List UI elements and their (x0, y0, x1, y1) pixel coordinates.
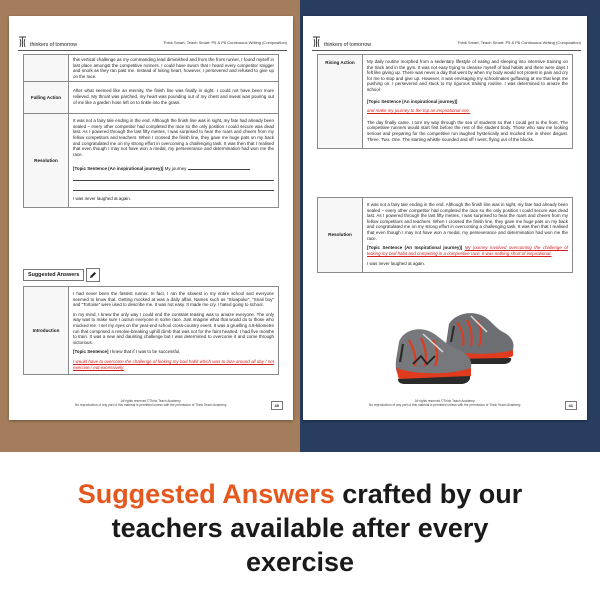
logo-icon (312, 36, 321, 48)
topic-prompt: My journey (164, 166, 187, 172)
page-footer (9, 399, 293, 407)
intro-paragraph-2: In my mind, I knew the only way I could end the constant teasing was to amaze everyone. The only way was to make sure I outrun everyone in some race. Just imagine what that would do to those who mocked me. I set my eyes on the year-end school cross-country event. It was a gruelling 4.8-kilometre run that comprised a resolve-breaking uphill climb that was not for the faint hearted. I had five months to train. It was a new and daunting challenge but I was determined to overcome it and come through victorious. (73, 311, 274, 345)
composition-table (23, 54, 279, 208)
promo-caption (0, 455, 600, 600)
intro-paragraph-1: I had never been the fastest runner. In fact, I ran the slowest in my entire school and everyone seemed to know that. Getting mocked at was a daily affair. Names such as “Slowpoke”, “Snail boy” and “Tortoise” were used to describe me. It was not easy. It made me cry. I hated going to school. (73, 291, 274, 308)
row-label: Rising Action (318, 55, 363, 148)
caption-line-3: exercise (245, 546, 355, 577)
topic-tag: [Topic Sentence] (73, 349, 109, 355)
closing-line: I was never laughed at again. (367, 261, 425, 267)
row-text (363, 55, 572, 148)
topic-tag: [Topic Sentence (An inspirational journey)] (367, 98, 458, 104)
row-label (24, 55, 69, 81)
page-number: 40 (271, 401, 283, 410)
logo-text: thinkers of tomorrow (324, 42, 371, 48)
suggested-answers-header (23, 268, 100, 282)
row-text: After what seemed like an eternity, the finish line was finally in sight. I could not have been more relieved. My throat was parched, my heart was pounding out of my chest and sweat was pouring out of me like a garden hose left on to tinkle into the grass. (73, 88, 274, 105)
composition-table (317, 54, 573, 149)
row-text (69, 114, 278, 206)
caption-highlight: Suggested Answers (77, 478, 335, 509)
row-text (69, 287, 278, 374)
topic-tag: [Topic Sentence (An inspirational journey)] (73, 166, 164, 172)
logo (18, 36, 77, 48)
caption-line-1-rest: crafted by our (334, 478, 523, 509)
row-label: Introduction (24, 287, 69, 374)
row-label: Resolution (24, 114, 69, 206)
page-footer (303, 399, 587, 407)
logo-icon (18, 36, 27, 48)
suggested-answer-text: My journey involved overcoming the challenge of kicking my bad habit and competing in a competitive race. It was nothing short of inspirational. (367, 245, 568, 256)
table-row (318, 55, 572, 148)
workbook-page-41 (303, 16, 587, 420)
answer-line[interactable] (73, 186, 274, 191)
page-title: Think Smart, Teach Smart: P5 & P6 Continuous Writing (Composition) (457, 40, 581, 45)
suggested-answer-table (23, 286, 279, 375)
reproduction-notice: No reproduction of any part of this material is permitted unless with the permission of Think Teach Academy. (74, 403, 227, 408)
table-row (24, 82, 278, 114)
running-shoes-image (391, 306, 517, 394)
logo (312, 36, 371, 48)
topic-text: I knew that if I was to be successful, (109, 349, 181, 355)
resolution-paragraph: It was not a fairy tale ending in the end. Although the finish line was in sight, my fate had already been sealed – every other competitor had completed the race so the only position I could secure was dead last. As I powered through the last fifty metres, I was surprised to hear the roars and cheers from my fellow competitors and teachers. When I crossed the finish line, they gave me huge pats on my back and congratulated me on my strong effort in overcoming a challenging task. It was then that I realised that even though I may not have won a medal, my perseverance and determination had won me the race. (367, 202, 568, 241)
rising-paragraph: My daily routine morphed from a sedentary lifestyle of eating and sleeping into intensive training on the track and in the gym. It was not easy trying to cleanse myself of bad habits and there were days I felt like giving up. There was never a day that went by when my body would not protest in pain and cry for me to stop and give up. However, it was envisaging my schoolmates guffawing at me that kept me pushing on. I persevered and stuck to my rigorous training routine. I was determined to amaze the school (367, 59, 568, 92)
row-label: Falling Action (24, 82, 69, 113)
workbook-page-40 (9, 16, 293, 420)
table-row (24, 287, 278, 374)
caption-line-1 (78, 477, 523, 511)
page-title: Think Smart, Teach Smart: P5 & P6 Continuous Writing (Composition) (163, 40, 287, 45)
reproduction-notice: No reproduction of any part of this material is permitted unless with the permission of Think Teach Academy. (368, 403, 521, 408)
answer-line[interactable] (73, 176, 274, 181)
closing-line: I was never laughed at again. (73, 195, 131, 201)
topic-tag: [Topic Sentence (An Inspirational journey)] (367, 245, 463, 251)
answer-line[interactable] (188, 165, 250, 170)
copyright-text: All rights reserved ©Think Teach Academy. (120, 399, 182, 403)
copyright-text: All rights reserved ©Think Teach Academy. (414, 399, 476, 403)
table-row (318, 198, 572, 272)
resolution-paragraph: It was not a fairy tale ending in the end. Although the finish line was in sight, my fate had already been sealed – every other competitor had completed the race so the only position I could secure was dead last. As I powered through the last fifty metres, I was surprised to hear the roars and cheers from my fellow competitors and teachers. When I crossed the finish line, they gave me huge pats on my back and congratulated me on my strong effort in overcoming a challenging task. It was then that I realised that even though I may not have won a medal, my perseverance and determination had won me the race. (73, 118, 274, 157)
suggested-answer-text: I would have to overcome the challenge of kicking my bad habit which was to laze around all day / not exercise / eat excessively. (73, 358, 274, 370)
resolution-table (317, 197, 573, 273)
page-header (312, 36, 581, 51)
row-text (363, 198, 572, 272)
rising-paragraph-2: The day finally came. I tore my way through the sea of students so that I could get to the front. The competitive runners would start first before the rest of the student body. Those who saw me looking serious and preparing for the competitive run laughed hysterically and mocked me in sheer disgust. Three. Two. One. The starting whistle sounded and off I went, flying out of the blocks. (367, 119, 568, 142)
table-row (24, 55, 278, 82)
page-header (18, 36, 287, 51)
caption-line-2: teachers available after every (111, 512, 489, 543)
row-text: this vertical challenge as my commanding lead diminished and from the front runner, I found myself in last place amongst the competitive runners. I could have sworn that I heard every competitor snigger and snork as they ran past me. Instead of losing heart, however, I persevered and refused to give up on the race. (73, 57, 274, 79)
suggested-answers-label: Suggested Answers (23, 269, 84, 281)
pencil-icon (86, 268, 100, 282)
suggested-answer-text: and make my journey to the top an inspirational one. (367, 108, 471, 114)
logo-text: thinkers of tomorrow (30, 42, 77, 48)
page-number: 41 (565, 401, 577, 410)
row-label: Resolution (318, 198, 363, 272)
table-row (24, 114, 278, 206)
